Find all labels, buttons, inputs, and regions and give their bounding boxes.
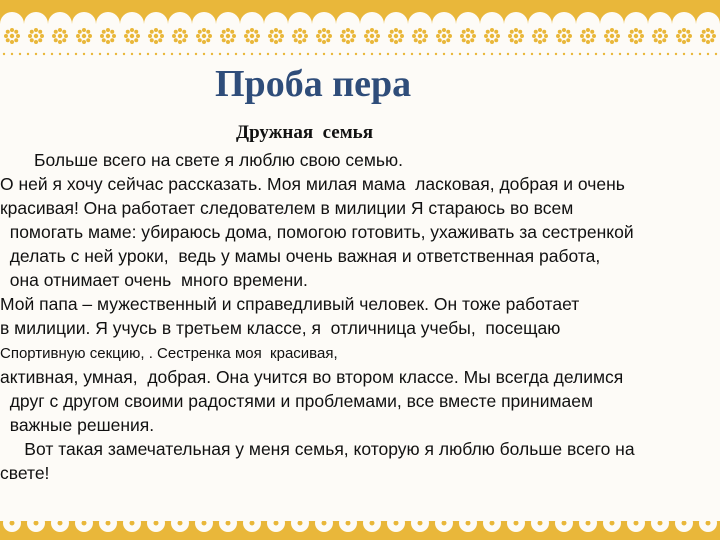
- lace-stitch: [667, 53, 669, 55]
- lace-stitch: [707, 53, 709, 55]
- essay-line-8: в милиции. Я учусь в третьем классе, я отличница учебы, посещаю: [0, 318, 561, 338]
- lace-stitch: [75, 53, 77, 55]
- lace-stitch: [443, 53, 445, 55]
- lace-flower: [292, 28, 308, 44]
- lace-stitch: [195, 53, 197, 55]
- lace-border-bottom: [0, 521, 720, 540]
- lace-stitch: [291, 53, 293, 55]
- lace-flower: [28, 28, 44, 44]
- lace-stitch: [219, 53, 221, 55]
- lace-stitch: [699, 53, 701, 55]
- lace-stitch: [659, 53, 661, 55]
- lace-stitch: [179, 53, 181, 55]
- lace-stitch: [611, 53, 613, 55]
- lace-flower: [172, 28, 188, 44]
- lace-stitch: [123, 53, 125, 55]
- essay-line-1: Больше всего на свете я люблю свою семью.: [0, 150, 403, 170]
- lace-stitch: [227, 53, 229, 55]
- lace-stitch: [419, 53, 421, 55]
- lace-stitch: [587, 53, 589, 55]
- lace-stitch: [539, 53, 541, 55]
- lace-flower: [436, 28, 452, 44]
- lace-flower: [532, 28, 548, 44]
- lace-flower: [508, 28, 524, 44]
- lace-flower: [316, 28, 332, 44]
- essay-line-4: помогать маме: убираюсь дома, помогою готовить, ухаживать за сестренкой: [0, 222, 634, 242]
- lace-stitch: [171, 53, 173, 55]
- lace-stitch: [595, 53, 597, 55]
- lace-stitch: [99, 53, 101, 55]
- lace-stitch: [691, 53, 693, 55]
- essay-line-3: красивая! Она работает следователем в милиции Я стараюсь во всем: [0, 198, 574, 218]
- lace-stitch: [619, 53, 621, 55]
- lace-stitch: [307, 53, 309, 55]
- lace-stitch: [515, 53, 517, 55]
- lace-stitch: [83, 53, 85, 55]
- lace-stitch: [235, 53, 237, 55]
- lace-flower: [76, 28, 92, 44]
- lace-stitch: [475, 53, 477, 55]
- lace-stitch: [3, 53, 5, 55]
- lace-stitch: [147, 53, 149, 55]
- lace-flower: [220, 28, 236, 44]
- lace-stitch: [347, 53, 349, 55]
- lace-stitch: [675, 53, 677, 55]
- lace-flower: [628, 28, 644, 44]
- lace-flower: [676, 28, 692, 44]
- lace-flower: [484, 28, 500, 44]
- lace-stitch: [67, 53, 69, 55]
- lace-stitch: [19, 53, 21, 55]
- lace-stitch: [155, 53, 157, 55]
- lace-stitch: [59, 53, 61, 55]
- essay-line-10: активная, умная, добрая. Она учится во втором классе. Мы всегда делимся: [0, 367, 624, 387]
- lace-flower: [124, 28, 140, 44]
- essay-line-5: делать с ней уроки, ведь у мамы очень важная и ответственная работа,: [0, 246, 601, 266]
- lace-stitch: [459, 53, 461, 55]
- lace-stitch: [299, 53, 301, 55]
- lace-stitch: [483, 53, 485, 55]
- lace-stitch: [395, 53, 397, 55]
- lace-flower: [556, 28, 572, 44]
- lace-stitch: [35, 53, 37, 55]
- lace-flower: [268, 28, 284, 44]
- lace-stitch: [91, 53, 93, 55]
- lace-stitch: [635, 53, 637, 55]
- lace-stitch: [531, 53, 533, 55]
- lace-stitch: [107, 53, 109, 55]
- lace-stitch: [203, 53, 205, 55]
- lace-stitch: [579, 53, 581, 55]
- lace-flower: [700, 28, 716, 44]
- lace-stitch: [643, 53, 645, 55]
- lace-flower: [52, 28, 68, 44]
- lace-stitch: [715, 53, 717, 55]
- lace-flower: [412, 28, 428, 44]
- lace-stitch: [571, 53, 573, 55]
- essay-line-11: друг с другом своими радостями и проблемами, все вместе принимаем: [0, 391, 594, 411]
- lace-stitch: [427, 53, 429, 55]
- essay-line-13: Вот такая замечательная у меня семья, которую я люблю больше всего на: [0, 439, 635, 459]
- lace-stitch: [131, 53, 133, 55]
- essay-line-6: она отнимает очень много времени.: [0, 270, 308, 290]
- lace-stitch: [627, 53, 629, 55]
- lace-flower: [196, 28, 212, 44]
- lace-flower: [388, 28, 404, 44]
- lace-stitch: [499, 53, 501, 55]
- lace-stitch: [115, 53, 117, 55]
- lace-flower: [4, 28, 20, 44]
- lace-stitch: [211, 53, 213, 55]
- lace-stitch: [371, 53, 373, 55]
- lace-border-top: [0, 0, 720, 62]
- lace-stitch: [651, 53, 653, 55]
- lace-stitch: [507, 53, 509, 55]
- lace-stitch: [323, 53, 325, 55]
- lace-stitch: [387, 53, 389, 55]
- lace-stitch: [275, 53, 277, 55]
- lace-stitch: [355, 53, 357, 55]
- lace-stitch: [339, 53, 341, 55]
- lace-stitch: [283, 53, 285, 55]
- lace-flower: [244, 28, 260, 44]
- lace-pattern-bottom: [0, 521, 720, 540]
- lace-stitch: [491, 53, 493, 55]
- essay-line-14: свете!: [0, 463, 50, 483]
- lace-stitch: [51, 53, 53, 55]
- lace-stitch: [163, 53, 165, 55]
- lace-flower: [652, 28, 668, 44]
- lace-stitch: [11, 53, 13, 55]
- essay-line-9: Спортивную секцию, . Сестренка моя красивая,: [0, 345, 338, 362]
- lace-stitch: [251, 53, 253, 55]
- lace-stitch: [563, 53, 565, 55]
- lace-stitch: [27, 53, 29, 55]
- lace-stitch: [267, 53, 269, 55]
- lace-stitch: [451, 53, 453, 55]
- lace-stitch: [363, 53, 365, 55]
- lace-stitch: [379, 53, 381, 55]
- lace-stitch: [403, 53, 405, 55]
- lace-stitch: [683, 53, 685, 55]
- lace-flower: [148, 28, 164, 44]
- lace-pattern-top: [0, 0, 720, 62]
- lace-stitch: [259, 53, 261, 55]
- page-title: Проба пера: [215, 63, 412, 105]
- lace-stitch: [523, 53, 525, 55]
- lace-stitch: [555, 53, 557, 55]
- lace-stitch: [547, 53, 549, 55]
- lace-flower: [364, 28, 380, 44]
- lace-stitch: [187, 53, 189, 55]
- lace-stitch: [435, 53, 437, 55]
- essay-line-12: важные решения.: [0, 415, 155, 435]
- lace-stitch: [411, 53, 413, 55]
- lace-stitch: [243, 53, 245, 55]
- lace-stitch: [467, 53, 469, 55]
- lace-flower: [100, 28, 116, 44]
- lace-flower: [580, 28, 596, 44]
- lace-stitch: [331, 53, 333, 55]
- essay-line-2: О ней я хочу сейчас рассказать. Моя милая мама ласковая, добрая и очень: [0, 174, 625, 194]
- lace-flower: [340, 28, 356, 44]
- essay-line-7: Мой папа – мужественный и справедливый человек. Он тоже работает: [0, 294, 580, 314]
- lace-stitch: [315, 53, 317, 55]
- lace-stitch: [603, 53, 605, 55]
- essay-title: Дружная семья: [236, 122, 374, 143]
- lace-flower: [604, 28, 620, 44]
- lace-flower: [460, 28, 476, 44]
- lace-stitch: [139, 53, 141, 55]
- lace-stitch: [43, 53, 45, 55]
